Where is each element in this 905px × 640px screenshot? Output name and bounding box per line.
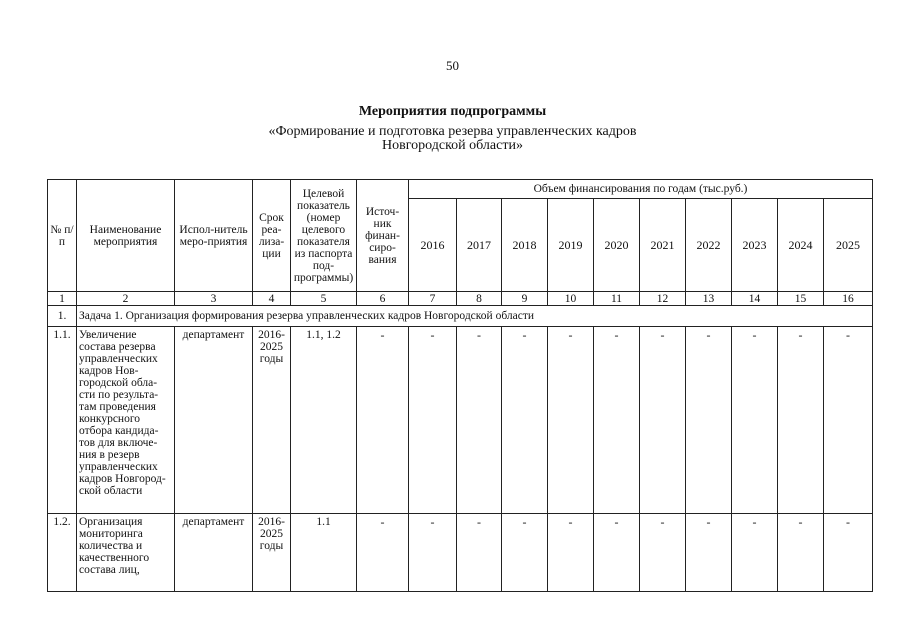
row-num: 1.1. <box>48 327 77 514</box>
header-target: Целевой показатель (номер целевого показателя из паспорта под-программы) <box>291 180 357 292</box>
header-source: Источ-ник финан-сиро-вания <box>357 180 409 292</box>
row-value: - <box>824 327 873 514</box>
document-title: Мероприятия подпрограммы <box>358 104 547 119</box>
header-term: Срок реа-лиза-ции <box>253 180 291 292</box>
row-value: - <box>502 327 548 514</box>
task-row <box>48 306 873 327</box>
header-year: 2025 <box>824 199 873 292</box>
row-value: - <box>640 327 686 514</box>
row-name: Организация мониторинга количества и качественного состава лиц, <box>77 514 175 592</box>
column-number: 10 <box>548 292 594 306</box>
row-value: - <box>732 514 778 592</box>
row-value: - <box>502 514 548 592</box>
header-num: № п/п <box>48 180 77 292</box>
row-term: 2016-2025 годы <box>253 514 291 592</box>
header-executor: Испол-нитель меро-приятия <box>175 180 253 292</box>
column-number: 6 <box>357 292 409 306</box>
row-num: 1.2. <box>48 514 77 592</box>
header-year: 2017 <box>457 199 502 292</box>
column-number: 2 <box>77 292 175 306</box>
row-value: - <box>457 514 502 592</box>
row-source: - <box>357 327 409 514</box>
row-value: - <box>548 514 594 592</box>
header-year: 2016 <box>409 199 457 292</box>
row-target: 1.1 <box>291 514 357 592</box>
column-number: 8 <box>457 292 502 306</box>
row-value: - <box>457 327 502 514</box>
column-number: 5 <box>291 292 357 306</box>
row-value: - <box>686 514 732 592</box>
row-value: - <box>824 514 873 592</box>
row-value: - <box>640 514 686 592</box>
header-name: Наименование мероприятия <box>77 180 175 292</box>
row-target: 1.1, 1.2 <box>291 327 357 514</box>
row-value: - <box>778 327 824 514</box>
header-funding: Объем финансирования по годам (тыс.руб.) <box>409 180 873 199</box>
column-number: 11 <box>594 292 640 306</box>
subtitle-line-2: Новгородской области» <box>382 138 523 153</box>
table-row <box>48 327 873 514</box>
column-number: 16 <box>824 292 873 306</box>
header-year: 2021 <box>640 199 686 292</box>
table-row <box>48 514 873 592</box>
row-value: - <box>732 327 778 514</box>
row-term: 2016-2025 годы <box>253 327 291 514</box>
task-num: 1. <box>48 306 77 327</box>
row-source: - <box>357 514 409 592</box>
row-value: - <box>594 514 640 592</box>
column-number: 9 <box>502 292 548 306</box>
header-year: 2018 <box>502 199 548 292</box>
header-year: 2024 <box>778 199 824 292</box>
header-year: 2020 <box>594 199 640 292</box>
measures-table <box>47 179 873 592</box>
header-year: 2022 <box>686 199 732 292</box>
column-number: 1 <box>48 292 77 306</box>
subtitle-line-1: «Формирование и подготовка резерва управленческих кадров <box>268 124 637 139</box>
row-executor: департамент <box>175 327 253 514</box>
header-year: 2019 <box>548 199 594 292</box>
header-year: 2023 <box>732 199 778 292</box>
column-number: 12 <box>640 292 686 306</box>
task-text: Задача 1. Организация формирования резерва управленческих кадров Новгородской области <box>77 306 873 327</box>
row-value: - <box>686 327 732 514</box>
row-executor: департамент <box>175 514 253 592</box>
row-name: Увеличение состава резерва управленческих кадров Нов-городской обла-сти по результа-там проведения конкурсного отбора кандида-тов для включе-ния в резерв управленческих кадров Новгород-ской области <box>77 327 175 514</box>
column-number: 13 <box>686 292 732 306</box>
row-value: - <box>409 327 457 514</box>
row-value: - <box>548 327 594 514</box>
column-number: 7 <box>409 292 457 306</box>
column-number: 15 <box>778 292 824 306</box>
row-value: - <box>409 514 457 592</box>
row-value: - <box>778 514 824 592</box>
document-subtitle <box>0 125 905 153</box>
column-number: 14 <box>732 292 778 306</box>
page-number: 50 <box>446 58 459 73</box>
column-number: 3 <box>175 292 253 306</box>
column-number: 4 <box>253 292 291 306</box>
row-value: - <box>594 327 640 514</box>
